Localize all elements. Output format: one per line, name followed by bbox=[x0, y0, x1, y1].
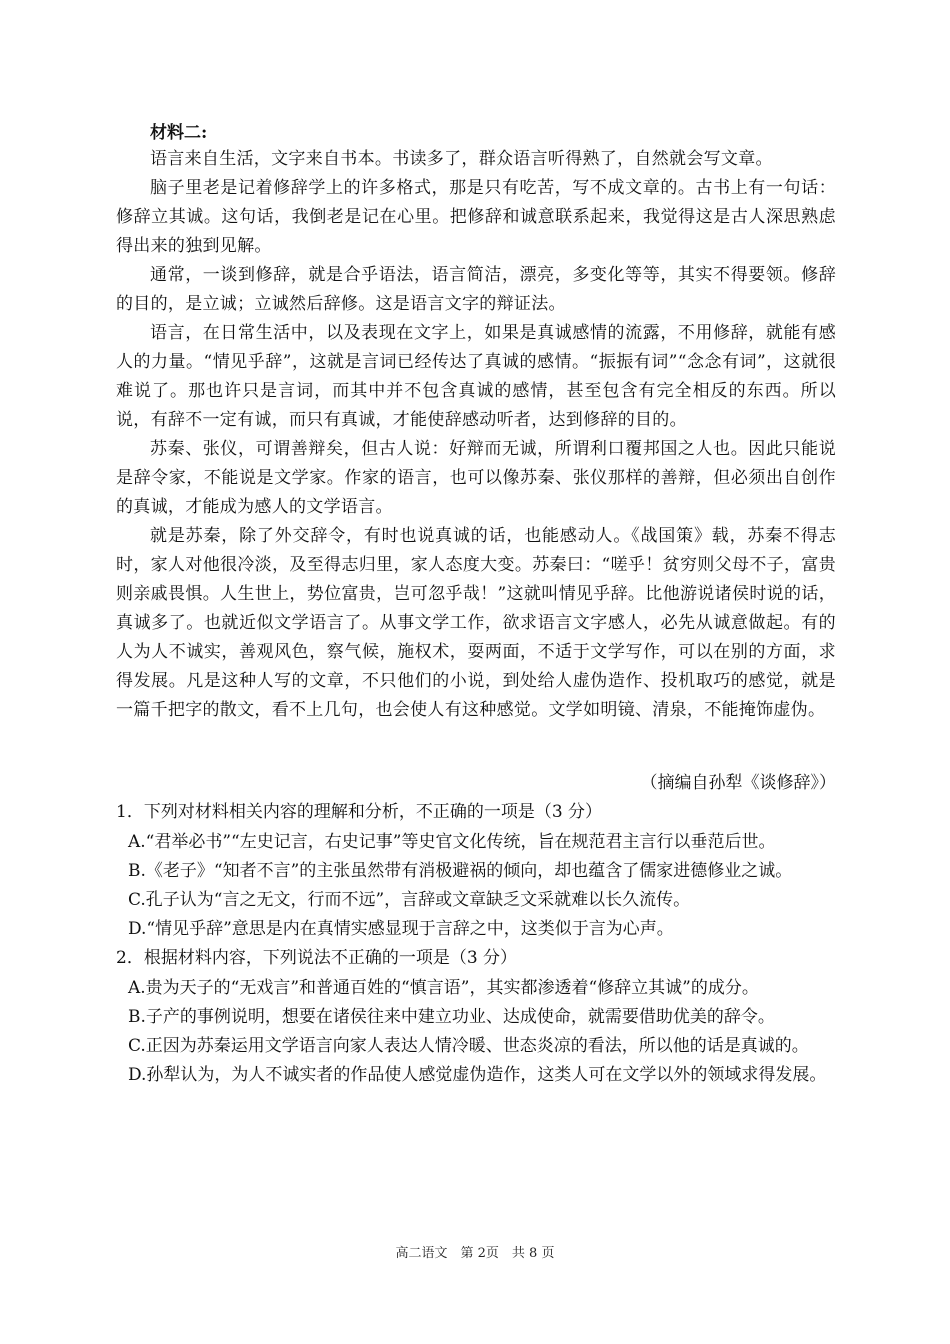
paragraph: 通常，一谈到修辞，就是合乎语法，语言简洁，漂亮，多变化等等，其实不得要领。修辞的目的，是立诚；立诚然后辞修。这是语言文字的辩证法。 bbox=[116, 265, 836, 314]
source-note: （摘编自孙犁《谈修辞》） bbox=[640, 773, 836, 793]
question-1-option-c: C.孔子认为“言之无文，行而不远”，言辞或文章缺乏文采就难以长久流传。 bbox=[128, 890, 691, 910]
question-1-option-d: D.“情见乎辞”意思是内在真情实感显现于言辞之中，这类似于言为心声。 bbox=[128, 919, 674, 939]
page-footer: 高二语文 第 2页 共 8 页 bbox=[395, 1246, 555, 1261]
question-1-stem: 1．下列对材料相关内容的理解和分析，不正确的一项是（3 分） bbox=[116, 802, 603, 822]
question-2-stem: 2．根据材料内容，下列说法不正确的一项是（3 分） bbox=[116, 948, 518, 968]
question-2-option-b: B.子产的事例说明，想要在诸侯往来中建立功业、达成使命，就需要借助优美的辞令。 bbox=[128, 1007, 775, 1027]
question-2-option-d: D.孙犁认为，为人不诚实者的作品使人感觉虚伪造作，这类人可在文学以外的领域求得发展。 bbox=[128, 1065, 827, 1085]
paragraph: 苏秦、张仪，可谓善辩矣，但古人说：好辩而无诚，所谓利口覆邦国之人也。因此只能说是辞令家，不能说是文学家。作家的语言，也可以像苏秦、张仪那样的善辩，但必须出自创作的真诚，才能成为感人的文学语言。 bbox=[116, 439, 836, 517]
questions bbox=[116, 798, 840, 1090]
paragraph: 脑子里老是记着修辞学上的许多格式，那是只有吃苦，写不成文章的。古书上有一句话：修辞立其诚。这句话，我倒老是记在心里。把修辞和诚意联系起来，我觉得这是古人深思熟虑得出来的独到见解。 bbox=[116, 178, 836, 256]
paragraph: 就是苏秦，除了外交辞令，有时也说真诚的话，也能感动人。《战国策》载，苏秦不得志时，家人对他很冷淡，及至得志归里，家人态度大变。苏秦曰：“嗟乎！贫穷则父母不子，富贵则亲戚畏惧。人生世上，势位富贵，岂可忽乎哉！”这就叫情见乎辞。比他游说诸侯时说的话，真诚多了。也就近似文学语言了。从事文学工作，欲求语言文字感人，必先从诚意做起。有的人为人不诚实，善观风色，察气候，施权术，耍两面，不适于文学写作，可以在别的方面，求得发展。凡是这种人写的文章，不只他们的小说，到处给人虚伪造作、投机取巧的感觉，就是一篇千把字的散文，看不上几句，也会使人有这种感觉。文学如明镜、清泉，不能掩饰虚伪。 bbox=[116, 526, 836, 720]
paragraph: 语言，在日常生活中，以及表现在文字上，如果是真诚感情的流露，不用修辞，就能有感人的力量。“情见乎辞”，这就是言词已经传达了真诚的感情。“振振有词”“念念有词”，这就很难说了。那也许只是言词，而其中并不包含真诚的感情，甚至包含有完全相反的东西。所以说，有辞不一定有诚，而只有真诚，才能使辞感动听者，达到修辞的目的。 bbox=[116, 323, 836, 430]
paragraph: 语言来自生活，文字来自书本。书读多了，群众语言听得熟了，自然就会写文章。 bbox=[150, 149, 773, 169]
question-1-option-b: B.《老子》“知者不言”的主张虽然带有消极避祸的倾向，却也蕴含了儒家进德修业之诚。 bbox=[128, 861, 793, 881]
question-2-option-c: C.正因为苏秦运用文学语言向家人表达人情冷暖、世态炎凉的看法，所以他的话是真诚的。 bbox=[128, 1036, 809, 1056]
material-text bbox=[116, 145, 836, 725]
section-heading: 材料二: bbox=[150, 123, 208, 143]
question-2-option-a: A.贵为天子的“无戏言”和普通百姓的“慎言语”，其实都渗透着“修辞立其诚”的成分。 bbox=[128, 978, 759, 998]
question-1-option-a: A.“君举必书”“左史记言，右史记事”等史官文化传统，旨在规范君主言行以垂范后世。 bbox=[128, 832, 776, 852]
